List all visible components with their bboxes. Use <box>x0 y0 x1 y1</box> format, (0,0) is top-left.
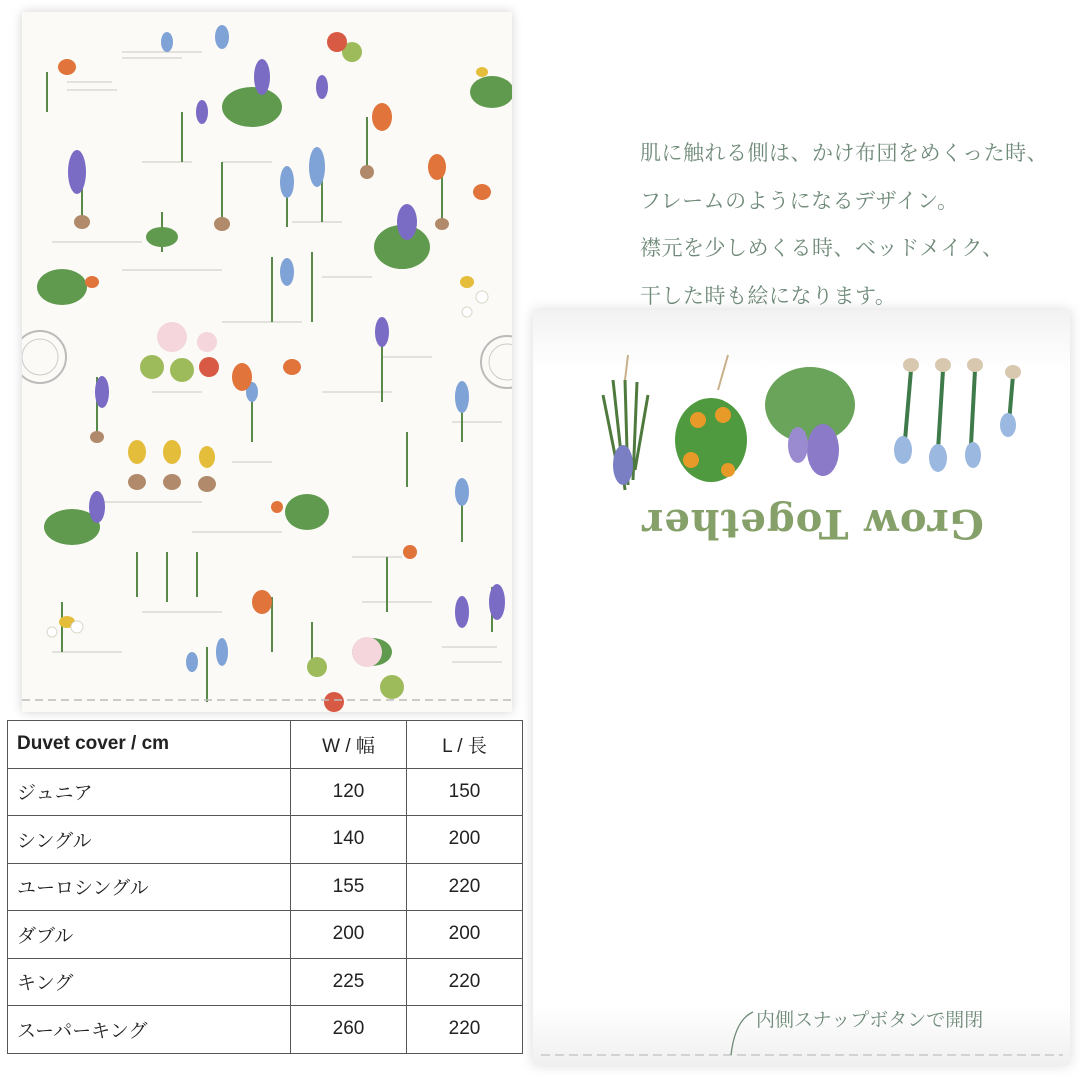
size-name: ダブル <box>8 911 291 959</box>
table-row <box>8 816 523 864</box>
size-length: 200 <box>407 911 523 959</box>
size-name: キング <box>8 958 291 1006</box>
size-width: 120 <box>291 768 407 816</box>
size-name: ユーロシングル <box>8 863 291 911</box>
snap-leader-line <box>725 1010 755 1060</box>
size-length: 150 <box>407 768 523 816</box>
rosemary-bundle <box>603 355 648 490</box>
size-length: 220 <box>407 958 523 1006</box>
header-length: L / 長 <box>407 721 523 769</box>
header-width: W / 幅 <box>291 721 407 769</box>
description-line: 襟元を少しめくる時、ベッドメイク、 <box>640 236 1004 260</box>
size-width: 260 <box>291 1006 407 1054</box>
size-name: ジュニア <box>8 768 291 816</box>
size-length: 220 <box>407 1006 523 1054</box>
description-line: フレームのようになるデザイン。 <box>640 188 959 213</box>
hyacinth-bulbs <box>905 370 1013 450</box>
botanical-front-panel <box>22 12 512 712</box>
size-length: 220 <box>407 863 523 911</box>
size-name: シングル <box>8 816 291 864</box>
table-row <box>8 768 523 816</box>
header-name: Duvet cover / cm <box>8 721 291 769</box>
sage-lavender-bundle <box>765 367 855 476</box>
size-width: 155 <box>291 863 407 911</box>
hanging-herbs-illustration <box>533 310 1070 1065</box>
size-width: 200 <box>291 911 407 959</box>
nasturtium-bundle <box>675 355 747 482</box>
botanical-illustration <box>22 12 512 712</box>
snap-button-note: 内側スナップボタンで開閉 <box>756 1009 984 1031</box>
table-row <box>8 863 523 911</box>
size-width: 140 <box>291 816 407 864</box>
size-length: 200 <box>407 816 523 864</box>
table-row <box>8 958 523 1006</box>
size-width: 225 <box>291 958 407 1006</box>
size-name: スーパーキング <box>8 1006 291 1054</box>
table-row <box>8 1006 523 1054</box>
white-back-panel <box>533 310 1070 1065</box>
design-description <box>640 130 1070 320</box>
duvet-size-table <box>7 720 523 1054</box>
table-header-row <box>8 721 523 769</box>
grow-together-title: Grow Together <box>641 500 984 547</box>
table-row <box>8 911 523 959</box>
description-line: 肌に触れる側は、かけ布団をめくった時、 <box>640 141 1049 165</box>
description-line: 干した時も絵になります。 <box>640 283 897 308</box>
